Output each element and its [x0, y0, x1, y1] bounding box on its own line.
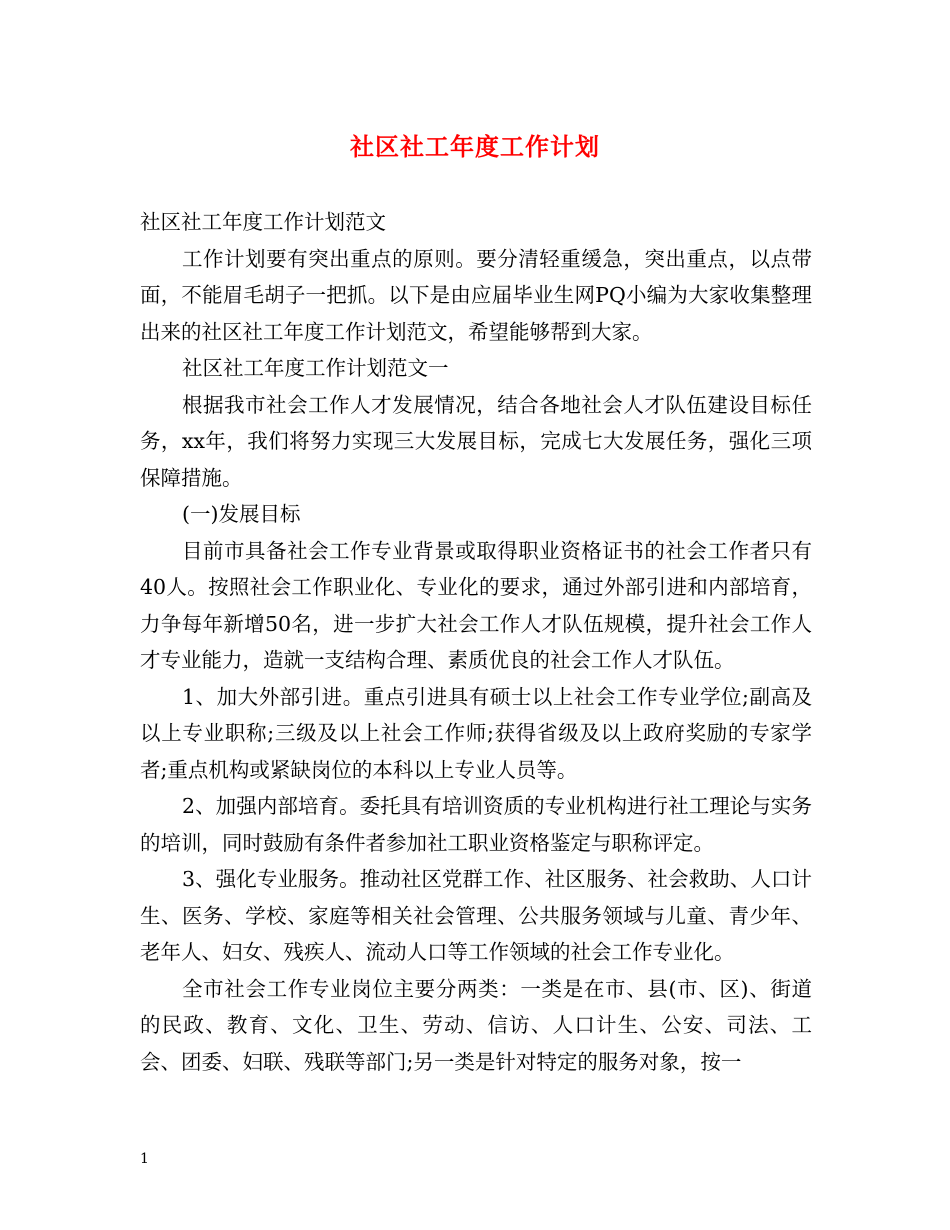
- paragraph: 社区社工年度工作计划范文: [140, 210, 386, 234]
- paragraph: 2、加强内部培育。委托具有培训资质的专业机构进行社工理论与实务的培训，同时鼓励有条件者参加社工职业资格鉴定与职称评定。: [140, 794, 812, 855]
- document-body: [140, 204, 812, 1080]
- paragraph: 社区社工年度工作计划范文一: [182, 356, 449, 380]
- paragraph: 全市社会工作专业岗位主要分两类：一类是在市、县(市、区)、街道的民政、教育、文化、卫生、劳动、信访、人口计生、公安、司法、工会、团委、妇联、残联等部门;另一类是针对特定的服务对象，按一: [140, 976, 812, 1074]
- paragraph: 目前市具备社会工作专业背景或取得职业资格证书的社会工作者只有40人。按照社会工作职业化、专业化的要求，通过外部引进和内部培育，力争每年新增50名，进一步扩大社会工作人才队伍规模，提升社会工作人才专业能力，造就一支结构合理、素质优良的社会工作人才队伍。: [140, 538, 812, 672]
- paragraph: 1、加大外部引进。重点引进具有硕士以上社会工作专业学位;副高及以上专业职称;三级及以上社会工作师;获得省级及以上政府奖励的专家学者;重点机构或紧缺岗位的本科以上专业人员等。: [140, 684, 812, 782]
- paragraph: (一)发展目标: [182, 502, 301, 526]
- paragraph: 3、强化专业服务。推动社区党群工作、社区服务、社会救助、人口计生、医务、学校、家庭等相关社会管理、公共服务领域与儿童、青少年、老年人、妇女、残疾人、流动人口等工作领域的社会工作专业化。: [140, 867, 812, 964]
- document-title: 社区社工年度工作计划: [350, 132, 600, 161]
- paragraph: 根据我市社会工作人才发展情况，结合各地社会人才队伍建设目标任务，xx年，我们将努力实现三大发展目标，完成七大发展任务，强化三项保障措施。: [140, 392, 812, 490]
- page-number: 1: [140, 1151, 149, 1167]
- paragraph: 工作计划要有突出重点的原则。要分清轻重缓急，突出重点，以点带面，不能眉毛胡子一把抓。以下是由应届毕业生网PQ小编为大家收集整理出来的社区社工年度工作计划范文，希望能够帮到大家。: [140, 246, 812, 344]
